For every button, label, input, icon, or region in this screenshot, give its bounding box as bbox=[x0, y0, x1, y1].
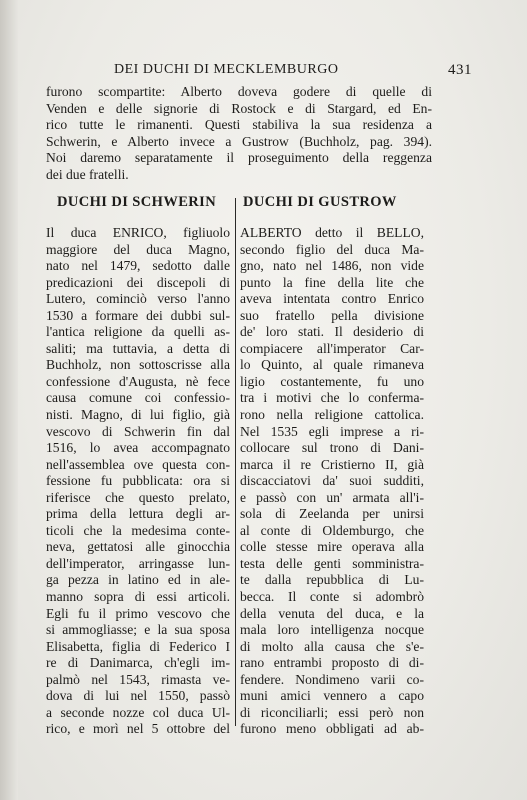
text-line: di molto alla causa che s'e- bbox=[240, 638, 424, 654]
text-line: sola di Zeelanda per unirsi bbox=[240, 506, 424, 522]
text-line: dova di lui nel 1550, passò bbox=[46, 688, 230, 704]
intro-line: furono scompartite: Alberto doveva godere di quelle di bbox=[46, 84, 432, 99]
intro-line: dei due fratelli. bbox=[46, 166, 129, 182]
text-line: si ammogliasse; e la sua sposa bbox=[46, 622, 230, 638]
text-line: lo Quinto, al quale rimaneva bbox=[240, 357, 424, 373]
text-line: de' loro stati. Il desiderio di bbox=[240, 324, 424, 340]
text-line: furono meno obbligati ad ab- bbox=[240, 721, 424, 737]
text-line: confessione d'Augusta, nè fece bbox=[46, 373, 230, 389]
text-line: rano entrambi proposto di di- bbox=[240, 655, 424, 671]
text-line: ligio costantemente, fu uno bbox=[240, 373, 424, 389]
left-column-heading: DUCHI DI SCHWERIN bbox=[57, 194, 217, 210]
text-line: 1516, lo avea accompagnato bbox=[46, 440, 230, 456]
text-line: testa delle genti somministra- bbox=[240, 555, 424, 571]
text-line: te dalla repubblica di Lu- bbox=[240, 572, 424, 588]
text-line: secondo figlio del duca Ma- bbox=[240, 241, 424, 257]
text-line: riferisce che questo prelato, bbox=[46, 489, 230, 505]
text-line: punto la fine della lite che bbox=[240, 274, 424, 290]
text-line: ga pezza in latino ed in ale- bbox=[46, 572, 230, 588]
text-line: neva, gettatosi alle ginocchia bbox=[46, 539, 230, 555]
text-line: marca il re Cristierno II, già bbox=[240, 456, 424, 472]
text-line: suo fratello pella divisione bbox=[240, 307, 424, 323]
text-line: fessione fu pubblicata: ora si bbox=[46, 473, 230, 489]
text-line: colle stesse mire operava alla bbox=[240, 539, 424, 555]
text-line: Il duca ENRICO, figliuolo bbox=[46, 225, 230, 240]
right-column-text bbox=[240, 225, 424, 738]
text-line: tra i motivi che lo conferma- bbox=[240, 390, 424, 406]
running-header bbox=[52, 62, 472, 82]
text-line: nell'assemblea ove questa con- bbox=[46, 456, 230, 472]
text-line: dell'imperator, arringasse lun- bbox=[46, 555, 230, 571]
text-line: maggiore del duca Magno, bbox=[46, 241, 230, 257]
text-line: Nel 1535 egli imprese a ri- bbox=[240, 423, 424, 439]
intro-line: Venden e delle signorie di Rostock e di Stargard, ed En- bbox=[46, 100, 432, 116]
text-line: gno, nato nel 1486, non vide bbox=[240, 258, 424, 274]
text-line: compiacere all'imperator Car- bbox=[240, 340, 424, 356]
text-line: 1530 a formare dei dubbi sul- bbox=[46, 307, 230, 323]
intro-paragraph bbox=[46, 84, 432, 184]
left-column-text bbox=[46, 225, 230, 738]
text-line: muni amici vennero a capo bbox=[240, 688, 424, 704]
text-line: causa comune coi confessio- bbox=[46, 390, 230, 406]
text-line: Lutero, cominciò verso l'anno bbox=[46, 291, 230, 307]
text-line: prima della lettura degli ar- bbox=[46, 506, 230, 522]
text-line: mala loro intelligenza nocque bbox=[240, 622, 424, 638]
intro-line: Noi daremo separatamente il proseguimento della reggenza bbox=[46, 150, 432, 166]
text-line: nato nel 1479, sedotto dalle bbox=[46, 258, 230, 274]
running-title: DEI DUCHI DI MECKLEMBURGO bbox=[114, 62, 339, 77]
text-line: ALBERTO detto il BELLO, bbox=[240, 225, 424, 240]
text-line: discacciatovi da' suoi sudditi, bbox=[240, 473, 424, 489]
text-line: saliti; ma tuttavia, a detta di bbox=[46, 340, 230, 356]
text-line: collocare sul trono di Dani- bbox=[240, 440, 424, 456]
intro-line: Schwerin, e Alberto invece a Gustrow (Buchholz, pag. 394). bbox=[46, 133, 432, 149]
text-line: becca. Il conte si adombrò bbox=[240, 589, 424, 605]
text-line: manno sopra di essi articoli. bbox=[46, 589, 230, 605]
text-line: predicazioni dei discepoli di bbox=[46, 274, 230, 290]
intro-line: rico tutte le rimanenti. Questi stabiliva la sua residenza a bbox=[46, 117, 432, 133]
text-line: Buchholz, non sottoscrisse alla bbox=[46, 357, 230, 373]
text-line: l'antica religione da quelli as- bbox=[46, 324, 230, 340]
text-line: di riconciliarli; essi però non bbox=[240, 704, 424, 720]
text-line: Elisabetta, figlia di Federico I bbox=[46, 638, 230, 654]
text-line: ticoli che la medesima conte- bbox=[46, 522, 230, 538]
text-line: rico, e morì nel 5 ottobre del bbox=[46, 721, 230, 737]
text-line: nisti. Magno, di lui figlio, già bbox=[46, 407, 230, 423]
text-line: Egli fu il primo vescovo che bbox=[46, 605, 230, 621]
right-column-heading: DUCHI DI GUSTROW bbox=[243, 194, 397, 210]
text-line: vescovo di Schwerin fin dal bbox=[46, 423, 230, 439]
text-line: della venuta del duca, e la bbox=[240, 605, 424, 621]
text-line: al conte di Oldemburgo, che bbox=[240, 522, 424, 538]
text-line: aveva intentata contro Enrico bbox=[240, 291, 424, 307]
column-divider bbox=[235, 198, 236, 726]
text-line: fendere. Nondimeno varii co- bbox=[240, 671, 424, 687]
text-line: re di Danimarca, ch'egli im- bbox=[46, 655, 230, 671]
page-number: 431 bbox=[448, 62, 472, 78]
text-line: rono nella religione cattolica. bbox=[240, 407, 424, 423]
text-line: e passò con un' armata all'i- bbox=[240, 489, 424, 505]
text-line: palmò nel 1543, rimasta ve- bbox=[46, 671, 230, 687]
page-gutter bbox=[0, 0, 18, 800]
text-line: a seconde nozze col duca Ul- bbox=[46, 704, 230, 720]
